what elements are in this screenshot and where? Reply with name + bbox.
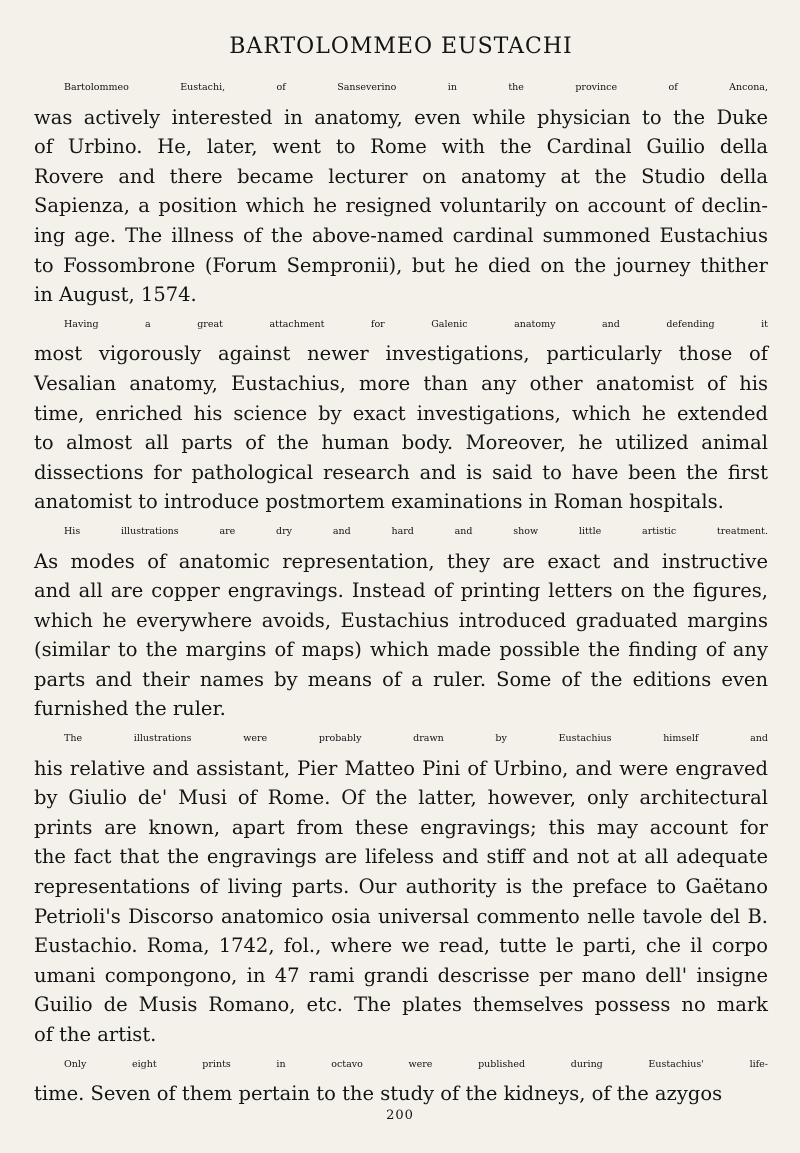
text-line: Rovere and there became lecturer on anatomy at the Studio della	[34, 164, 768, 188]
text-line: by Giulio de' Musi of Rome. Of the latter, however, only architectural	[34, 786, 768, 810]
text-line: As modes of anatomic representation, they are exact and instructive	[34, 549, 768, 573]
text-line: which he everywhere avoids, Eustachius introduced graduated margins	[34, 608, 768, 632]
text-line: representations of living parts. Our authority is the preface to Gaëtano	[34, 875, 768, 899]
text-line: Bartolommeo Eustachi, of Sanseverino in the province of Ancona,	[64, 82, 768, 93]
text-line: furnished the ruler.	[34, 697, 226, 721]
text-line: most vigorously against newer investigations, particularly those of	[34, 342, 768, 366]
body-text	[34, 73, 768, 1109]
chapter-title: BARTOLOMMEO EUSTACHI	[229, 34, 573, 59]
text-line: his relative and assistant, Pier Matteo Pini of Urbino, and were engraved	[34, 756, 768, 780]
text-line: Petrioli's Discorso anatomico osia universal commento nelle tavole del B.	[34, 904, 768, 928]
text-line: Only eight prints in octavo were published during Eustachius' life-	[64, 1058, 768, 1070]
text-line: umani compongono, in 47 rami grandi descrisse per mano dell' insigne	[34, 963, 768, 987]
text-line: Guilio de Musis Romano, etc. The plates themselves possess no mark	[34, 993, 768, 1017]
text-line: time. Seven of them pertain to the study of the kidneys, of the azygos	[34, 1082, 723, 1106]
text-line: Having a great attachment for Galenic anatomy and defending it	[64, 318, 768, 330]
text-line: ing age. The illness of the above-named cardinal summoned Eustachius	[34, 223, 768, 247]
text-line: time, enriched his science by exact investigations, which he extended	[34, 401, 768, 425]
paragraph	[34, 724, 768, 1050]
text-line: Sapienza, a position which he resigned voluntarily on account of declin-	[34, 194, 768, 218]
paragraph	[34, 73, 768, 310]
paragraph	[34, 517, 768, 724]
text-line: His illustrations are dry and hard and show little artistic treatment.	[64, 525, 768, 537]
text-line: Vesalian anatomy, Eustachius, more than any other anatomist of his	[34, 371, 768, 395]
text-line: anatomist to introduce postmortem examinations in Roman hospitals.	[34, 490, 724, 514]
text-line: and all are copper engravings. Instead of printing letters on the figures,	[34, 579, 768, 603]
text-line: the fact that the engravings are lifeless and stiff and not at all adequate	[34, 845, 768, 869]
text-line: of the artist.	[34, 1023, 157, 1046]
page-number: 200	[386, 1108, 414, 1123]
text-line: (similar to the margins of maps) which made possible the finding of any	[34, 638, 768, 662]
text-line: to almost all parts of the human body. Moreover, he utilized animal	[34, 431, 768, 455]
text-line: parts and their names by means of a ruler. Some of the editions even	[34, 667, 768, 691]
text-line: Eustachio. Roma, 1742, fol., where we read, tutte le parti, che il corpo	[34, 934, 768, 958]
text-line: to Fossombrone (Forum Sempronii), but he died on the journey thither	[34, 253, 768, 277]
paragraph	[34, 310, 768, 517]
text-line: The illustrations were probably drawn by Eustachius himself and	[64, 733, 768, 745]
text-line: dissections for pathological research and is said to have been the first	[34, 460, 768, 484]
text-line: in August, 1574.	[34, 283, 197, 307]
text-line: was actively interested in anatomy, even while physician to the Duke	[34, 105, 768, 129]
text-line: of Urbino. He, later, went to Rome with the Cardinal Guilio della	[34, 135, 768, 159]
paragraph	[34, 1050, 768, 1109]
text-line: prints are known, apart from these engravings; this may account for	[34, 815, 768, 839]
